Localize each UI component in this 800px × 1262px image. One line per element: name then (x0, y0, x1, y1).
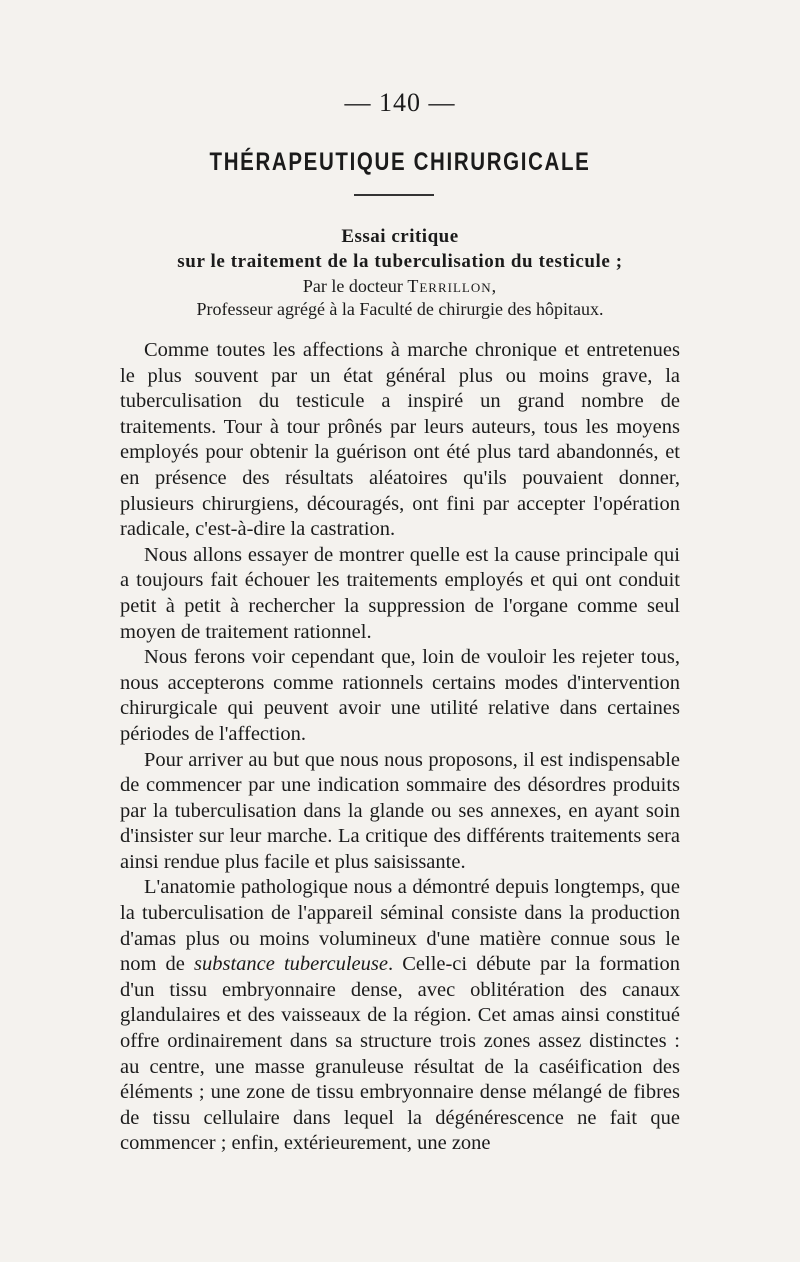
paragraph-4: Pour arriver au but que nous nous proposons, il est indispensable de commencer par une indication sommaire des désordres produits par la tuberculisation dans la glande ou ses annexes, en ayant soin d'insister sur leur marche. La critique des différents traitements sera ainsi rendue plus facile et plus saisissante. (120, 748, 680, 873)
article-title-line1: Essai critique (341, 226, 459, 247)
paragraph-2: Nous allons essayer de montrer quelle est la cause principale qui a toujours fait échouer les traitements employés et qui ont conduit petit à petit à rechercher la suppression de l'organe comme seul moyen de traitement rationnel. (120, 543, 680, 643)
author-affiliation: Professeur agrégé à la Faculté de chirurgie des hôpitaux. (196, 299, 604, 319)
byline (0, 276, 800, 297)
title-divider (354, 194, 434, 196)
paragraph-5-start: L'anatomie pathologique nous a démontré depuis longtemps, que la tuberculisation de l'appareil séminal consiste dans la production d'amas plus ou moins volumineux d'une matière connue sous le nom de (120, 876, 680, 976)
page-number: — 140 — (344, 88, 456, 117)
article-title-line2: sur le traitement de la tuberculisation du testicule ; (177, 251, 623, 272)
paragraph-3: Nous ferons voir cependant que, loin de vouloir les rejeter tous, nous accepterons comme rationnels certains modes d'intervention chirurgicale qui peuvent avoir une utilité relative dans certaines périodes de l'affection. (120, 646, 680, 745)
paragraph-1: Comme toutes les affections à marche chronique et entretenues le plus souvent par un état général plus ou moins grave, la tuberculisation du testicule a inspiré un grand nombre de traitements. Tour à tour prônés par leurs auteurs, tous les moyens employés pour obtenir la guérison ont été plus tard abandonnés, et en présence des résultats aléatoires qu'ils pouvaient donner, plusieurs chirurgiens, découragés, ont fini par accepter l'opération radicale, c'est-à-dire la castration. (120, 339, 680, 541)
paragraph-5-end: . Celle-ci débute par la formation d'un tissu embryonnaire dense, avec oblitération des canaux glandulaires et des vaisseaux de la région. Cet amas ainsi constitué offre ordinairement dans sa structure trois zones assez distinctes : au centre, une masse granuleuse résultat de la caséification des éléments ; une zone de tissu embryonnaire dense mélangé de fibres de tissu cellulaire dans lequel la dégénérescence ne fait que commencer ; enfin, extérieurement, une zone (120, 953, 681, 1155)
emphasized-term: substance tuberculeuse (194, 953, 388, 976)
article-body (120, 338, 680, 1157)
paragraph-5 (120, 875, 680, 1157)
author-name: Terrillon, (407, 276, 498, 296)
byline-prefix: Par le docteur (302, 276, 408, 296)
section-title: THÉRAPEUTIQUE CHIRURGICALE (209, 148, 591, 176)
